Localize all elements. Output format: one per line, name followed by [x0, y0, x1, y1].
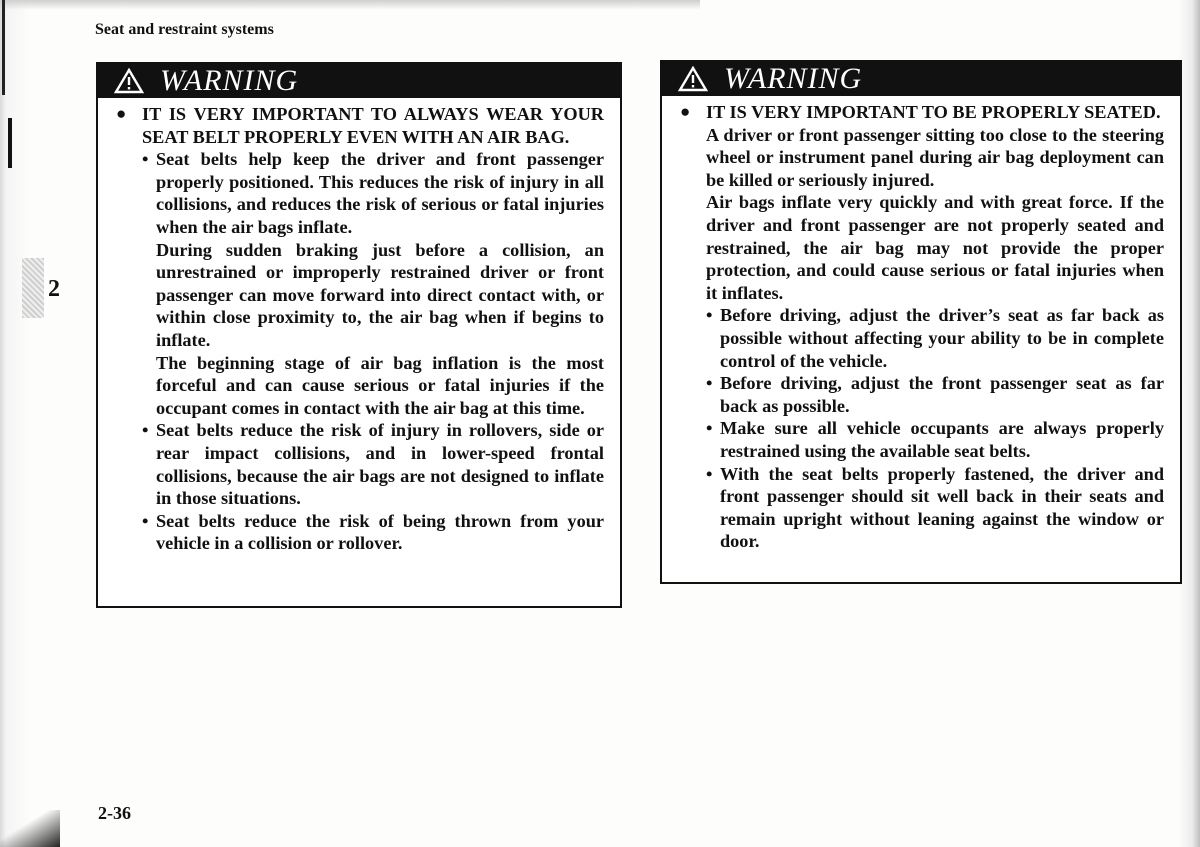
warning-header — [662, 62, 1180, 96]
warning-title: WARNING — [724, 62, 863, 95]
list-item-paragraph: Seat belts reduce the risk of injury in rollovers, side or rear impact collisions, and in lower-speed frontal collisions, because the air bags are not designed to inflate in those situations. — [156, 420, 604, 509]
page-number: 2-36 — [98, 803, 131, 823]
list-item-paragraph: Seat belts help keep the driver and front passenger properly positioned. This reduces the risk of injury in all collisions, and reduces the risk of serious or fatal injuries when the air bags inflate. — [156, 149, 604, 237]
list-item-paragraph: The beginning stage of air bag inflation is the most forceful and can cause serious or fatal injuries if the occupant comes in contact with the air bag at this time. — [156, 352, 604, 418]
list-item-paragraph: Make sure all vehicle occupants are always properly restrained using the available seat belts. — [720, 418, 1164, 461]
list-item-paragraph: During sudden braking just before a collision, an unrestrained or improperly restrained driver or front passenger can move forward into direct contact with, or within close proximity to, the air bag when if begins to inflate. — [156, 239, 604, 350]
warning-title: WARNING — [160, 64, 299, 97]
scan-mark — [8, 118, 12, 168]
list-item-paragraph: Seat belts reduce the risk of being thrown from your vehicle in a collision or rollover. — [156, 510, 604, 554]
warning-body — [662, 96, 1180, 559]
small-dot-bullet-icon: • — [706, 463, 713, 484]
filled-circle-bullet-icon: ● — [680, 102, 691, 121]
filled-circle-bullet-icon: ● — [116, 104, 127, 123]
list-item — [116, 148, 604, 419]
list-item-paragraph: Before driving, adjust the driver’s seat as far back as possible without affecting your ability to be in complete control of the vehicle. — [720, 305, 1164, 371]
page-edge-top — [0, 0, 700, 10]
scan-mark — [2, 0, 5, 95]
list-item-paragraph: With the seat belts properly fastened, the driver and front passenger should sit well back in their seats and remain upright without leaning against the window or door. — [720, 463, 1164, 552]
list-item — [680, 304, 1164, 372]
small-dot-bullet-icon: • — [142, 420, 149, 441]
warning-triangle-icon — [678, 66, 708, 92]
warning-heading-text: IT IS VERY IMPORTANT TO ALWAYS WEAR YOUR SEAT BELT PROPERLY EVEN WITH AN AIR BAG. — [142, 104, 604, 147]
list-item-paragraph: Before driving, adjust the front passenger seat as far back as possible. — [720, 373, 1164, 416]
warning-paragraph: Air bags inflate very quickly and with great force. If the driver and front passenger are not properly seated and restrained, the air bag may not provide the proper protection, and could cause serious or fatal injuries when it inflates. — [706, 192, 1164, 303]
small-dot-bullet-icon: • — [706, 373, 713, 394]
section-title: Seat and restraint systems — [95, 21, 274, 38]
list-item — [680, 463, 1164, 553]
list-item — [116, 510, 604, 555]
warning-heading — [680, 101, 1164, 124]
list-item — [116, 419, 604, 509]
small-dot-bullet-icon: • — [706, 305, 713, 326]
warning-box-seating-position — [660, 60, 1182, 584]
small-dot-bullet-icon: • — [142, 149, 149, 170]
page-edge-left — [0, 0, 30, 847]
chapter-number: 2 — [48, 276, 60, 302]
list-item — [680, 417, 1164, 462]
small-dot-bullet-icon: • — [142, 510, 149, 531]
warning-body — [98, 98, 620, 561]
list-item — [680, 372, 1164, 417]
warning-heading-text: IT IS VERY IMPORTANT TO BE PROPERLY SEATED. — [706, 102, 1161, 122]
warning-heading — [116, 103, 604, 148]
warning-paragraph: A driver or front passenger sitting too close to the steering wheel or instrument panel during air bag deployment can be killed or seriously injured. — [706, 124, 1164, 190]
warning-box-seat-belt — [96, 62, 622, 608]
warning-header — [98, 64, 620, 98]
scan-mark — [0, 810, 60, 847]
warning-triangle-icon — [114, 68, 144, 94]
small-dot-bullet-icon: • — [706, 418, 713, 439]
chapter-tab-shade — [22, 258, 44, 318]
